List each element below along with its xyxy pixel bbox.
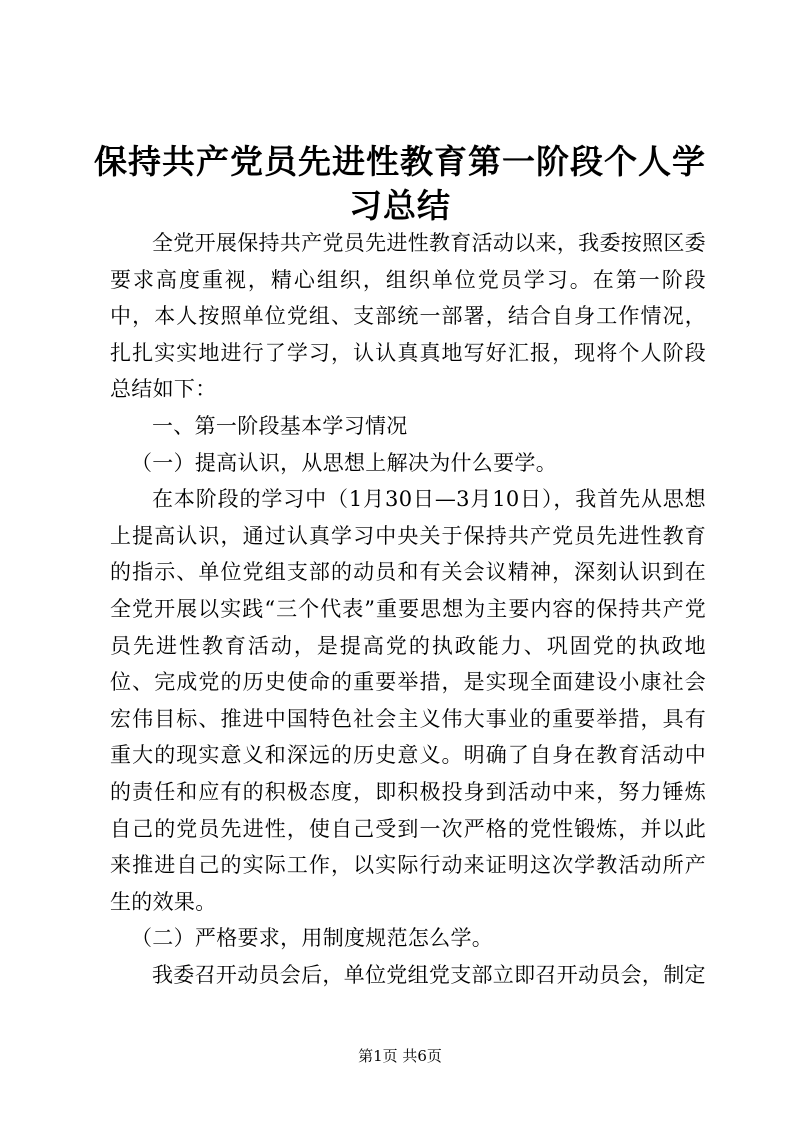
body-paragraph-1: 在本阶段的学习中（1月30日—3月10日），我首先从思想上提高认识，通过认真学习中央关于保持共产党员先进性教育的指示、单位党组支部的动员和有关会议精神，深刻认识到在全党开展以实践“三个代表”重要思想为主要内容的保持共产党员先进性教育活动，是提高党的执政能力、巩固党的执政地位、完成党的历史使命的重要举措，是实现全面建设小康社会宏伟目标、推进中国特色社会主义伟大事业的重要举措，具有重大的现实意义和深远的历史意义。明确了自身在教育活动中的责任和应有的积极态度，即积极投身到活动中来，努力锤炼自己的党员先进性，使自己受到一次严格的党性锻炼，并以此来推进自己的实际工作，以实际行动来证明这次学教活动所产生的效果。	[110, 487, 706, 914]
section-heading: 一、第一阶段基本学习情况	[152, 413, 408, 438]
subsection-heading-1: （一）提高认识，从思想上解决为什么要学。	[131, 450, 557, 475]
page-footer: 第1页 共6页	[358, 1047, 442, 1065]
document-title: 保持共产党员先进性教育第一阶段个人学习总结	[94, 142, 706, 225]
document-body	[110, 225, 706, 993]
body-paragraph-2: 我委召开动员会后，单位党组党支部立即召开动员会，制定	[152, 962, 706, 987]
subsection-heading-2: （二）严格要求，用制度规范怎么学。	[131, 926, 494, 951]
intro-paragraph: 全党开展保持共产党员先进性教育活动以来，我委按照区委要求高度重视，精心组织，组织单位党员学习。在第一阶段中，本人按照单位党组、支部统一部署，结合自身工作情况，扎扎实实地进行了学习，认认真真地写好汇报，现将个人阶段总结如下：	[110, 231, 706, 402]
